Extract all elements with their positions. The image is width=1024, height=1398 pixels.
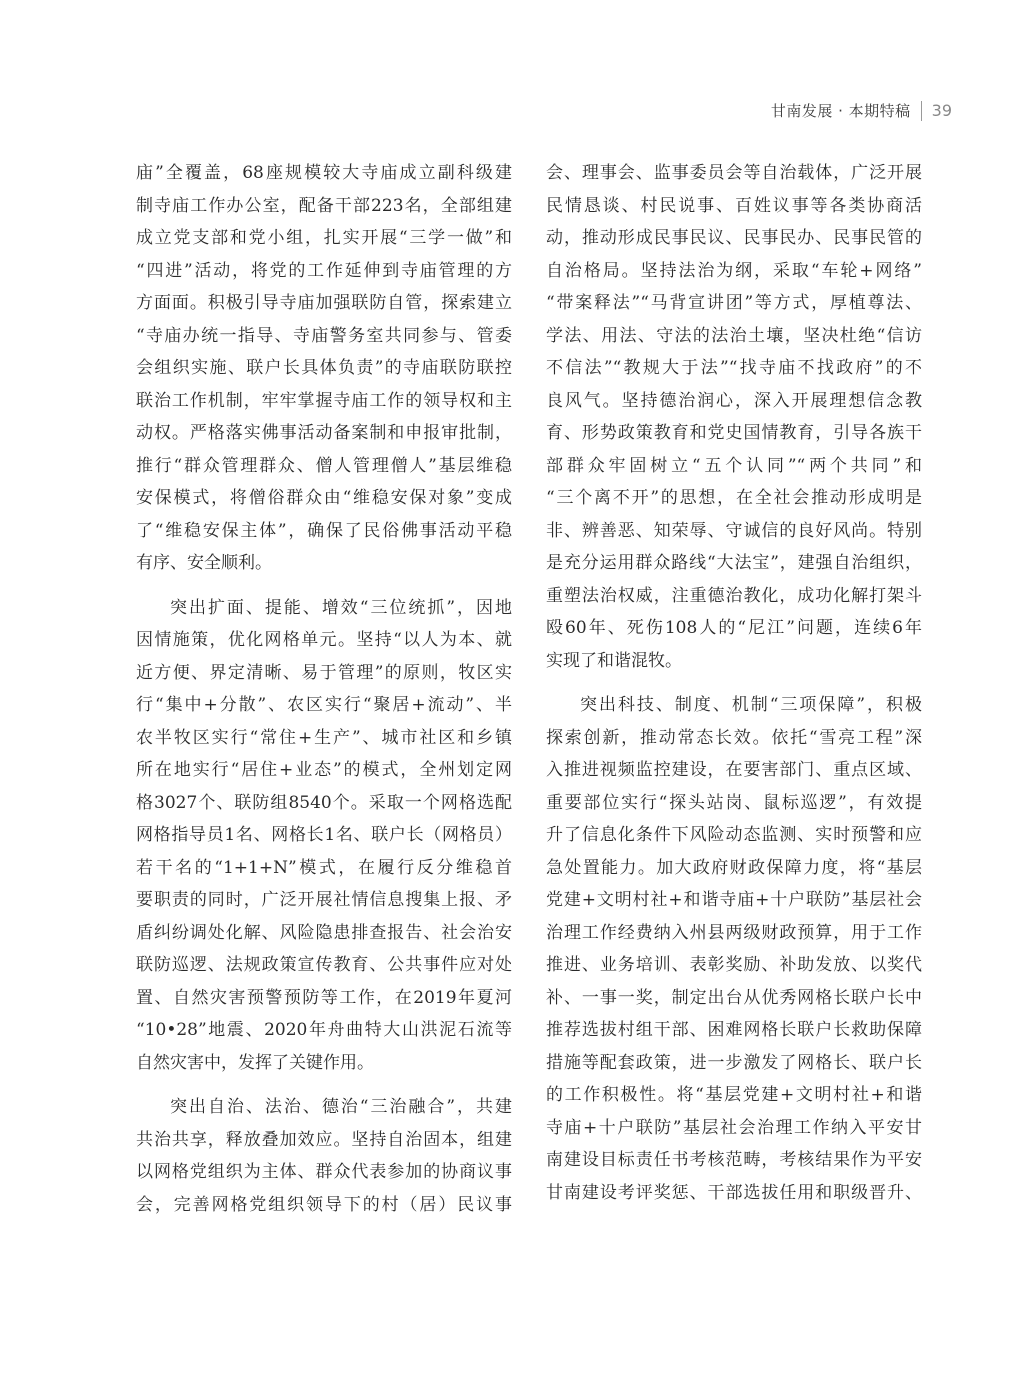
paragraph-start: 突出扩面、提能、增效“三位统抓”，因地 <box>170 597 512 618</box>
running-header <box>771 100 952 121</box>
section-title: 甘南发展 · 本期特稿 <box>770 102 911 120</box>
text-line: 学法、用法、守法的法治土壤，坚决杜绝“信访 <box>546 325 922 346</box>
text-line: 方面面。积极引导寺庙加强联防自管，探索建立 <box>136 293 512 313</box>
text-line: 探索创新，推动常态长效。依托“雪亮工程”深 <box>546 727 922 748</box>
text-line: 因情施策，优化网格单元。坚持“以人为本、就 <box>136 630 512 650</box>
text-line: 部群众牢固树立“五个认同”“两个共同”和 <box>546 455 922 476</box>
text-line: 育、形势政策教育和党史国情教育，引导各族干 <box>546 423 922 443</box>
text-line: 重要部位实行“探头站岗、鼠标巡逻”，有效提 <box>546 792 922 813</box>
text-line: 自治格局。坚持法治为纲，采取“车轮+网络” <box>546 260 922 281</box>
paragraph-start: 突出自治、法治、德治“三治融合”，共建 <box>170 1097 512 1117</box>
text-line: 不信法”“教规大于法”“找寺庙不找政府”的不 <box>546 358 922 378</box>
text-line: 治理工作经费纳入州县两级财政预算，用于工作 <box>546 922 922 943</box>
text-line: 会组织实施、联户长具体负责”的寺庙联防联控 <box>136 358 512 378</box>
text-line: 南建设目标责任书考核范畴，考核结果作为平安 <box>546 1150 922 1170</box>
text-line: “四进”活动，将党的工作延伸到寺庙管理的方 <box>136 260 512 281</box>
text-line: 非、辨善恶、知荣辱、守诚信的良好风尚。特别 <box>546 520 922 541</box>
text-line: 殴60年、死伤108人的“尼江”问题，连续6年 <box>546 618 922 638</box>
text-line: 党建+文明村社+和谐寺庙+十户联防”基层社会 <box>546 890 922 910</box>
text-line: 若干名的“1+1+N”模式，在履行反分维稳首 <box>136 857 512 878</box>
text-line: 安保模式，将僧俗群众由“维稳安保对象”变成 <box>136 488 512 508</box>
text-line: “寺庙办统一指导、寺庙警务室共同参与、管委 <box>136 325 512 346</box>
text-line: 网格指导员1名、网格长1名、联户长（网格员） <box>136 825 512 845</box>
text-line: 成立党支部和党小组，扎实开展“三学一做”和 <box>136 228 512 248</box>
text-line: “带案释法”“马背宣讲团”等方式，厚植尊法、 <box>546 293 922 313</box>
text-line: 所在地实行“居住+业态”的模式，全州划定网 <box>136 760 512 780</box>
text-line: 联防巡逻、法规政策宣传教育、公共事件应对处 <box>136 955 512 975</box>
text-line: “三个离不开”的思想，在全社会推动形成明是 <box>546 488 922 508</box>
paragraph-start: 突出科技、制度、机制“三项保障”，积极 <box>580 695 922 715</box>
text-line: “10•28”地震、2020年舟曲特大山洪泥石流等 <box>136 1020 512 1040</box>
text-line: 入推进视频监控建设，在要害部门、重点区域、 <box>546 760 922 780</box>
text-line: 行“集中+分散”、农区实行“聚居+流动”、半 <box>136 695 512 715</box>
text-line: 了“维稳安保主体”，确保了民俗佛事活动平稳 <box>136 520 512 541</box>
text-line: 会，完善网格党组织领导下的村（居）民议事 <box>136 1194 512 1215</box>
text-line: 良风气。坚持德治润心，深入开展理想信念教 <box>546 390 922 411</box>
text-line: 会、理事会、监事委员会等自治载体，广泛开展 <box>546 163 922 183</box>
text-line: 庙”全覆盖，68座规模较大寺庙成立副科级建 <box>136 163 512 183</box>
text-line: 置、自然灾害预警预防等工作，在2019年夏河 <box>136 987 512 1008</box>
text-line: 的工作积极性。将“基层党建+文明村社+和谐 <box>546 1085 922 1105</box>
text-line: 要职责的同时，广泛开展社情信息搜集上报、矛 <box>136 890 512 910</box>
text-line: 有序、安全顺利。 <box>136 553 272 573</box>
text-line: 动，推动形成民事民议、民事民办、民事民管的 <box>546 228 922 248</box>
text-line: 措施等配套政策，进一步激发了网格长、联户长 <box>546 1052 922 1073</box>
text-line: 升了信息化条件下风险动态监测、实时预警和应 <box>546 825 922 845</box>
text-line: 自然灾害中，发挥了关键作用。 <box>136 1052 374 1073</box>
text-line: 以网格党组织为主体、群众代表参加的协商议事 <box>136 1162 512 1182</box>
text-line: 推进、业务培训、表彰奖励、补助发放、以奖代 <box>546 955 922 975</box>
text-line: 联治工作机制，牢牢掌握寺庙工作的领导权和主 <box>136 390 512 411</box>
text-line: 重塑法治权威，注重德治教化，成功化解打架斗 <box>546 585 922 606</box>
right-column <box>546 157 922 1209</box>
text-line: 制寺庙工作办公室，配备干部223名，全部组建 <box>136 195 512 216</box>
text-line: 共治共享，释放叠加效应。坚持自治固本，组建 <box>136 1129 512 1150</box>
text-line: 农半牧区实行“常住+生产”、城市社区和乡镇 <box>136 727 512 748</box>
text-line: 实现了和谐混牧。 <box>546 650 682 671</box>
text-line: 格3027个、联防组8540个。采取一个网格选配 <box>136 792 512 813</box>
text-line: 推行“群众管理群众、僧人管理僧人”基层维稳 <box>136 455 512 476</box>
text-line: 近方便、界定清晰、易于管理”的原则，牧区实 <box>136 662 512 683</box>
page-number: 39 <box>931 101 952 120</box>
text-line: 民情恳谈、村民说事、百姓议事等各类协商活 <box>546 195 922 216</box>
text-line: 推荐选拔村组干部、困难网格长联户长救助保障 <box>546 1020 922 1040</box>
text-line: 补、一事一奖，制定出台从优秀网格长联户长中 <box>546 987 922 1008</box>
text-line: 盾纠纷调处化解、风险隐患排查报告、社会治安 <box>136 922 512 943</box>
text-line: 急处置能力。加大政府财政保障力度，将“基层 <box>546 857 922 878</box>
text-line: 寺庙+十户联防”基层社会治理工作纳入平安甘 <box>546 1117 922 1138</box>
header-divider <box>921 101 922 121</box>
text-line: 甘南建设考评奖惩、干部选拔任用和职级晋升、 <box>546 1182 922 1203</box>
text-line: 是充分运用群众路线“大法宝”，建强自治组织， <box>546 553 922 573</box>
text-line: 动权。严格落实佛事活动备案制和申报审批制， <box>136 423 512 443</box>
left-column <box>136 157 512 1221</box>
